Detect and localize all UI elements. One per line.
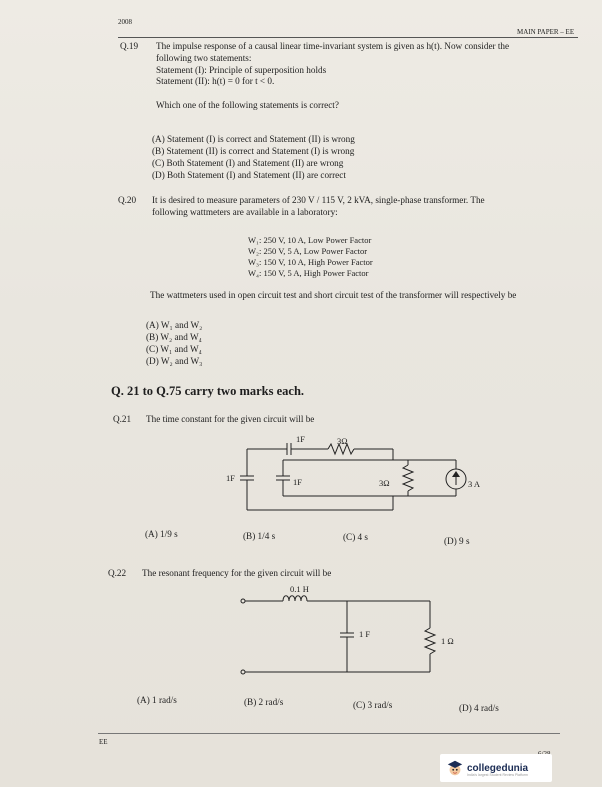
- q20-number: Q.20: [118, 195, 137, 205]
- q20-option-c: (C) W₁ and W₄: [146, 344, 202, 354]
- q20-wattmeter-3: W₃: 150 V, 10 A, High Power Factor: [248, 257, 373, 267]
- q19-question: Which one of the following statements is correct?: [156, 100, 339, 110]
- q21-label-cap-top: 1F: [296, 434, 305, 444]
- q21-option-d: (D) 9 s: [444, 536, 470, 546]
- header-paper-code: MAIN PAPER – EE: [517, 28, 575, 36]
- q20-option-b: (B) W₂ and W₄: [146, 332, 202, 342]
- q21-option-c: (C) 4 s: [343, 532, 369, 542]
- q20-wattmeter-1: W₁: 250 V, 10 A, Low Power Factor: [248, 235, 372, 245]
- footer-rule: [98, 733, 560, 734]
- q20-wattmeter-4: W₄: 150 V, 5 A, High Power Factor: [248, 268, 369, 278]
- q21-label-res-top: 3Ω: [337, 436, 348, 446]
- q19-number: Q.19: [120, 41, 139, 51]
- q20-text-line2: following wattmeters are available in a laboratory:: [152, 207, 338, 217]
- q22-option-b: (B) 2 rad/s: [244, 697, 284, 707]
- header-year: 2008: [118, 18, 132, 26]
- section-heading: Q. 21 to Q.75 carry two marks each.: [111, 384, 305, 398]
- q21-option-b: (B) 1/4 s: [243, 531, 276, 541]
- q19-option-a: (A) Statement (I) is correct and Statement (II) is wrong: [152, 134, 355, 144]
- footer-subject: EE: [99, 738, 108, 746]
- q20-text-line1: It is desired to measure parameters of 230 V / 115 V, 2 kVA, single-phase transformer. The: [152, 195, 485, 205]
- q21-label-source: 3 A: [468, 479, 481, 489]
- watermark-tagline: India's largest Student Review Platform: [467, 773, 528, 777]
- q20-option-d: (D) W₂ and W₃: [146, 356, 203, 366]
- q20-option-a: (A) W₁ and W₂: [146, 320, 203, 330]
- q19-text-line2: following two statements:: [156, 53, 252, 63]
- q21-label-cap-left: 1F: [226, 473, 235, 483]
- q21-text: The time constant for the given circuit will be: [146, 414, 315, 424]
- q19-option-c: (C) Both Statement (I) and Statement (II) are wrong: [152, 158, 344, 168]
- q22-text: The resonant frequency for the given circuit will be: [142, 568, 332, 578]
- q21-option-a: (A) 1/9 s: [145, 529, 178, 539]
- q19-statement-2: Statement (II): h(t) = 0 for t < 0.: [156, 76, 275, 86]
- q19-statement-1: Statement (I): Principle of superposition holds: [156, 65, 327, 75]
- q20-wattmeter-2: W₂: 250 V, 5 A, Low Power Factor: [248, 246, 368, 256]
- q22-label-res: 1 Ω: [441, 636, 454, 646]
- q19-option-d: (D) Both Statement (I) and Statement (II) are correct: [152, 170, 346, 180]
- q22-option-d: (D) 4 rad/s: [459, 703, 499, 713]
- q22-option-c: (C) 3 rad/s: [353, 700, 393, 710]
- q19-text-line1: The impulse response of a causal linear time-invariant system is given as h(t). Now consider the: [156, 41, 510, 51]
- q21-label-res-right: 3Ω: [379, 478, 390, 488]
- q21-number: Q.21: [113, 414, 132, 424]
- q22-label-inductor: 0.1 H: [290, 584, 309, 594]
- q22-label-cap: 1 F: [359, 629, 371, 639]
- q21-label-cap-mid: 1F: [293, 477, 302, 487]
- collegedunia-watermark: [440, 754, 552, 782]
- q22-option-a: (A) 1 rad/s: [137, 695, 177, 705]
- watermark-brand: collegedunia: [467, 762, 529, 774]
- q22-number: Q.22: [108, 568, 127, 578]
- q19-option-b: (B) Statement (II) is correct and Statement (I) is wrong: [152, 146, 355, 156]
- q20-question: The wattmeters used in open circuit test and short circuit test of the transformer will respectively be: [150, 290, 517, 300]
- graduate-logo-icon: [446, 759, 464, 777]
